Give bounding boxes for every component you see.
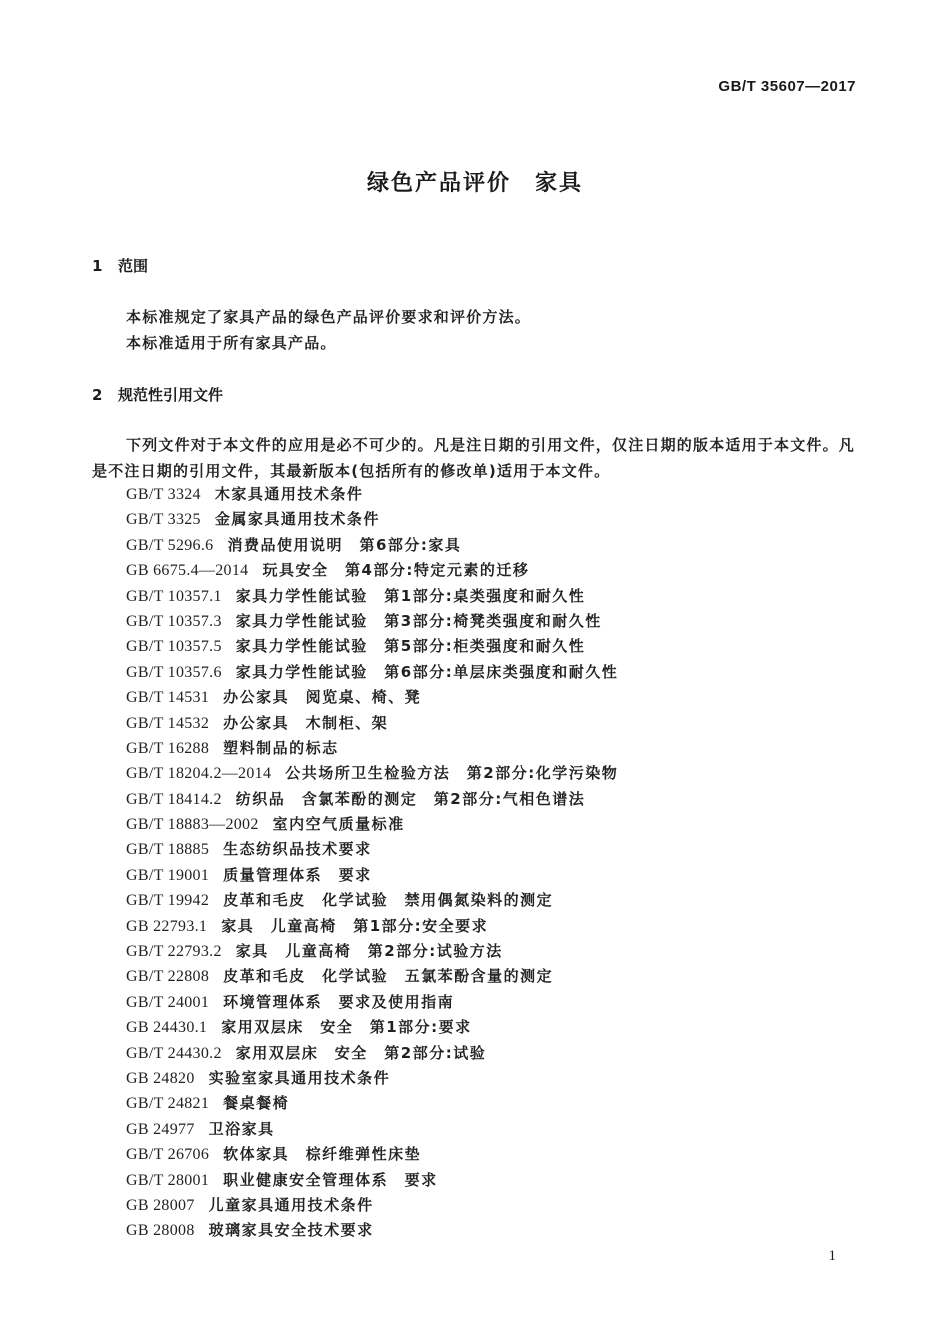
- reference-item: [126, 584, 618, 609]
- section-title: 规范性引用文件: [118, 386, 224, 404]
- reference-title: 皮革和毛皮 化学试验 五氯苯酚含量的测定: [223, 967, 554, 986]
- reference-title: 塑料制品的标志: [223, 738, 339, 757]
- reference-title: 玻璃家具安全技术要求: [208, 1221, 374, 1240]
- reference-title: 生态纺织品技术要求: [223, 840, 372, 859]
- reference-item: [126, 787, 618, 812]
- reference-item: [126, 939, 618, 964]
- reference-title: 家具力学性能试验 第1部分:桌类强度和耐久性: [235, 586, 586, 605]
- reference-title: 公共场所卫生检验方法 第2部分:化学污染物: [285, 764, 619, 783]
- reference-code: GB/T 14532: [126, 714, 210, 732]
- reference-code: GB 6675.4—2014: [126, 562, 249, 580]
- reference-item: [126, 1193, 618, 1218]
- reference-item: [126, 1168, 618, 1193]
- scope-paragraph-1: 本标准规定了家具产品的绿色产品评价要求和评价方法。: [126, 308, 532, 326]
- reference-title: 消费品使用说明 第6部分:家具: [227, 535, 462, 554]
- section-1-heading: [92, 255, 148, 276]
- reference-code: GB 24430.1: [126, 1019, 208, 1037]
- reference-code: GB 28008: [126, 1222, 195, 1240]
- reference-code: GB 24977: [126, 1120, 195, 1138]
- reference-code: GB 28007: [126, 1196, 195, 1214]
- reference-title: 办公家具 阅览桌、椅、凳: [223, 688, 422, 707]
- reference-code: GB/T 14531: [126, 689, 210, 707]
- reference-title: 玩具安全 第4部分:特定元素的迁移: [262, 561, 530, 580]
- reference-code: GB/T 19001: [126, 866, 210, 884]
- reference-code: GB/T 5296.6: [126, 536, 214, 554]
- section-number: 2: [92, 386, 103, 404]
- reference-item: [126, 914, 618, 939]
- references-intro: 下列文件对于本文件的应用是必不可少的。凡是注日期的引用文件，仅注日期的版本适用于本文件。凡是不注日期的引用文件，其最新版本(包括所有的修改单)适用于本文件。: [92, 436, 856, 480]
- reference-code: GB/T 22793.2: [126, 943, 222, 961]
- reference-title: 家具力学性能试验 第3部分:椅凳类强度和耐久性: [235, 611, 602, 630]
- reference-item: [126, 837, 618, 862]
- page-number: 1: [828, 1248, 836, 1264]
- reference-item: [126, 482, 618, 507]
- reference-code: GB/T 26706: [126, 1146, 210, 1164]
- reference-title: 家用双层床 安全 第1部分:要求: [221, 1018, 472, 1037]
- reference-code: GB/T 3325: [126, 511, 201, 529]
- reference-title: 家具 儿童高椅 第1部分:安全要求: [221, 916, 489, 935]
- reference-code: GB/T 18885: [126, 841, 210, 859]
- section-2-heading: [92, 384, 223, 405]
- reference-item: [126, 863, 618, 888]
- reference-code: GB/T 18883—2002: [126, 816, 259, 834]
- reference-code: GB 24820: [126, 1069, 195, 1087]
- reference-code: GB/T 24821: [126, 1095, 210, 1113]
- reference-title: 儿童家具通用技术条件: [208, 1195, 374, 1214]
- standard-code: GB/T 35607—2017: [718, 78, 856, 95]
- reference-title: 纺织品 含氯苯酚的测定 第2部分:气相色谱法: [235, 789, 586, 808]
- reference-item: [126, 634, 618, 659]
- reference-item: [126, 533, 618, 558]
- reference-item: [126, 1218, 618, 1243]
- reference-title: 金属家具通用技术条件: [214, 510, 380, 529]
- reference-item: [126, 964, 618, 989]
- reference-code: GB/T 24001: [126, 993, 210, 1011]
- reference-code: GB/T 10357.6: [126, 663, 222, 681]
- reference-code: GB/T 10357.3: [126, 612, 222, 630]
- reference-item: [126, 1142, 618, 1167]
- reference-item: [126, 990, 618, 1015]
- scope-paragraph-2: 本标准适用于所有家具产品。: [126, 334, 337, 352]
- reference-code: GB/T 10357.1: [126, 587, 222, 605]
- reference-code: GB/T 24430.2: [126, 1044, 222, 1062]
- reference-item: [126, 685, 618, 710]
- reference-code: GB/T 18414.2: [126, 790, 222, 808]
- reference-item: [126, 1091, 618, 1116]
- reference-item: [126, 507, 618, 532]
- reference-code: GB/T 28001: [126, 1171, 210, 1189]
- reference-item: [126, 1117, 618, 1142]
- document-title: 绿色产品评价 家具: [366, 171, 583, 196]
- reference-title: 软体家具 棕纤维弹性床垫: [223, 1145, 422, 1164]
- reference-code: GB/T 3324: [126, 486, 201, 503]
- reference-item: [126, 736, 618, 761]
- reference-code: GB/T 18204.2—2014: [126, 765, 272, 783]
- reference-title: 木家具通用技术条件: [214, 485, 364, 503]
- reference-item: [126, 1015, 618, 1040]
- reference-item: [126, 711, 618, 736]
- reference-title: 卫浴家具: [208, 1119, 275, 1138]
- reference-code: GB 22793.1: [126, 917, 208, 935]
- reference-code: GB/T 22808: [126, 968, 210, 986]
- reference-title: 皮革和毛皮 化学试验 禁用偶氮染料的测定: [223, 891, 554, 910]
- reference-title: 家具 儿童高椅 第2部分:试验方法: [235, 942, 503, 961]
- reference-title: 环境管理体系 要求及使用指南: [223, 992, 455, 1011]
- reference-code: GB/T 10357.5: [126, 638, 222, 656]
- section-title: 范围: [118, 257, 149, 275]
- reference-title: 实验室家具通用技术条件: [208, 1068, 391, 1087]
- reference-title: 家用双层床 安全 第2部分:试验: [235, 1043, 487, 1062]
- reference-code: GB/T 16288: [126, 739, 210, 757]
- reference-title: 职业健康安全管理体系 要求: [223, 1170, 438, 1189]
- reference-title: 质量管理体系 要求: [223, 865, 372, 884]
- reference-title: 餐桌餐椅: [223, 1094, 290, 1113]
- reference-item: [126, 1066, 618, 1091]
- reference-item: [126, 1041, 618, 1066]
- reference-item: [126, 761, 618, 786]
- reference-item: [126, 888, 618, 913]
- reference-title: 室内空气质量标准: [272, 815, 405, 834]
- reference-title: 家具力学性能试验 第5部分:柜类强度和耐久性: [235, 637, 586, 656]
- reference-title: 家具力学性能试验 第6部分:单层床类强度和耐久性: [235, 662, 619, 681]
- reference-item: [126, 812, 618, 837]
- section-number: 1: [92, 257, 103, 275]
- reference-list: [126, 482, 618, 1244]
- reference-item: [126, 558, 618, 583]
- reference-title: 办公家具 木制柜、架: [223, 713, 389, 732]
- reference-item: [126, 660, 618, 685]
- reference-item: [126, 609, 618, 634]
- reference-code: GB/T 19942: [126, 892, 210, 910]
